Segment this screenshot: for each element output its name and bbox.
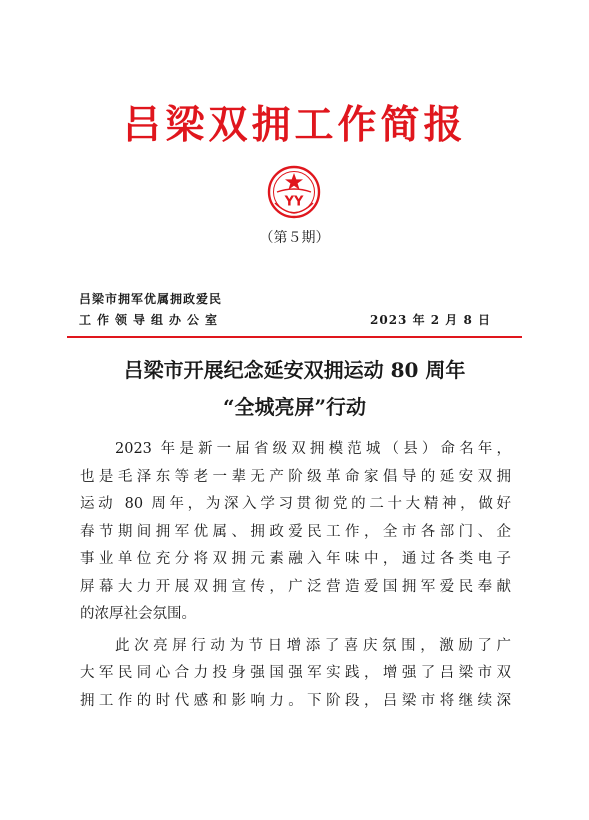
paragraph-line: 屏幕大力开展双拥宣传，广泛营造爱国拥军爱民奉献 — [80, 578, 511, 595]
paragraph-line: 2023 年是新一届省级双拥模范城（县）命名年， — [115, 441, 511, 457]
red-divider — [67, 336, 522, 338]
paragraph-2 — [80, 633, 511, 716]
article-title-line-2: “全城亮屏”行动 — [222, 395, 366, 419]
article-title-line-1: 吕梁市开展纪念延安双拥运动 80 周年 — [123, 358, 466, 382]
paragraph-line: 此次亮屏行动为节日增添了喜庆氛围，激励了广 — [115, 637, 511, 654]
issuer-line-1: 吕梁市拥军优属拥政爱民 — [79, 292, 223, 306]
emblem-letters: YY — [284, 194, 304, 210]
paragraph-line: 事业单位充分将双拥元素融入年味中，通过各类电子 — [80, 551, 511, 567]
paragraph-line: 也是毛泽东等老一辈无产阶级革命家倡导的延安双拥 — [80, 468, 511, 485]
paragraph-line: 运动 80 周年，为深入学习贯彻党的二十大精神，做好 — [80, 496, 511, 512]
bulletin-masthead: 吕梁双拥工作简报 — [122, 102, 467, 148]
star-yy-emblem-icon — [267, 165, 321, 219]
paragraph-1 — [80, 436, 511, 629]
issue-date: 2023 年 2 月 8 日 — [370, 313, 491, 327]
issue-number: （第５期） — [259, 230, 330, 246]
paragraph-line: 拥工作的时代感和影响力。下阶段，吕梁市将继续深 — [80, 692, 511, 709]
paragraph-line: 的浓厚社会氛围。 — [80, 606, 196, 622]
issuer-line-2: 工作领导组办公室 — [79, 313, 224, 327]
article-body — [80, 436, 511, 715]
paragraph-line: 大军民同心合力投身强国强军实践，增强了吕梁市双 — [80, 665, 511, 681]
paragraph-line: 春节期间拥军优属、拥政爱民工作，全市各部门、企 — [80, 523, 511, 540]
